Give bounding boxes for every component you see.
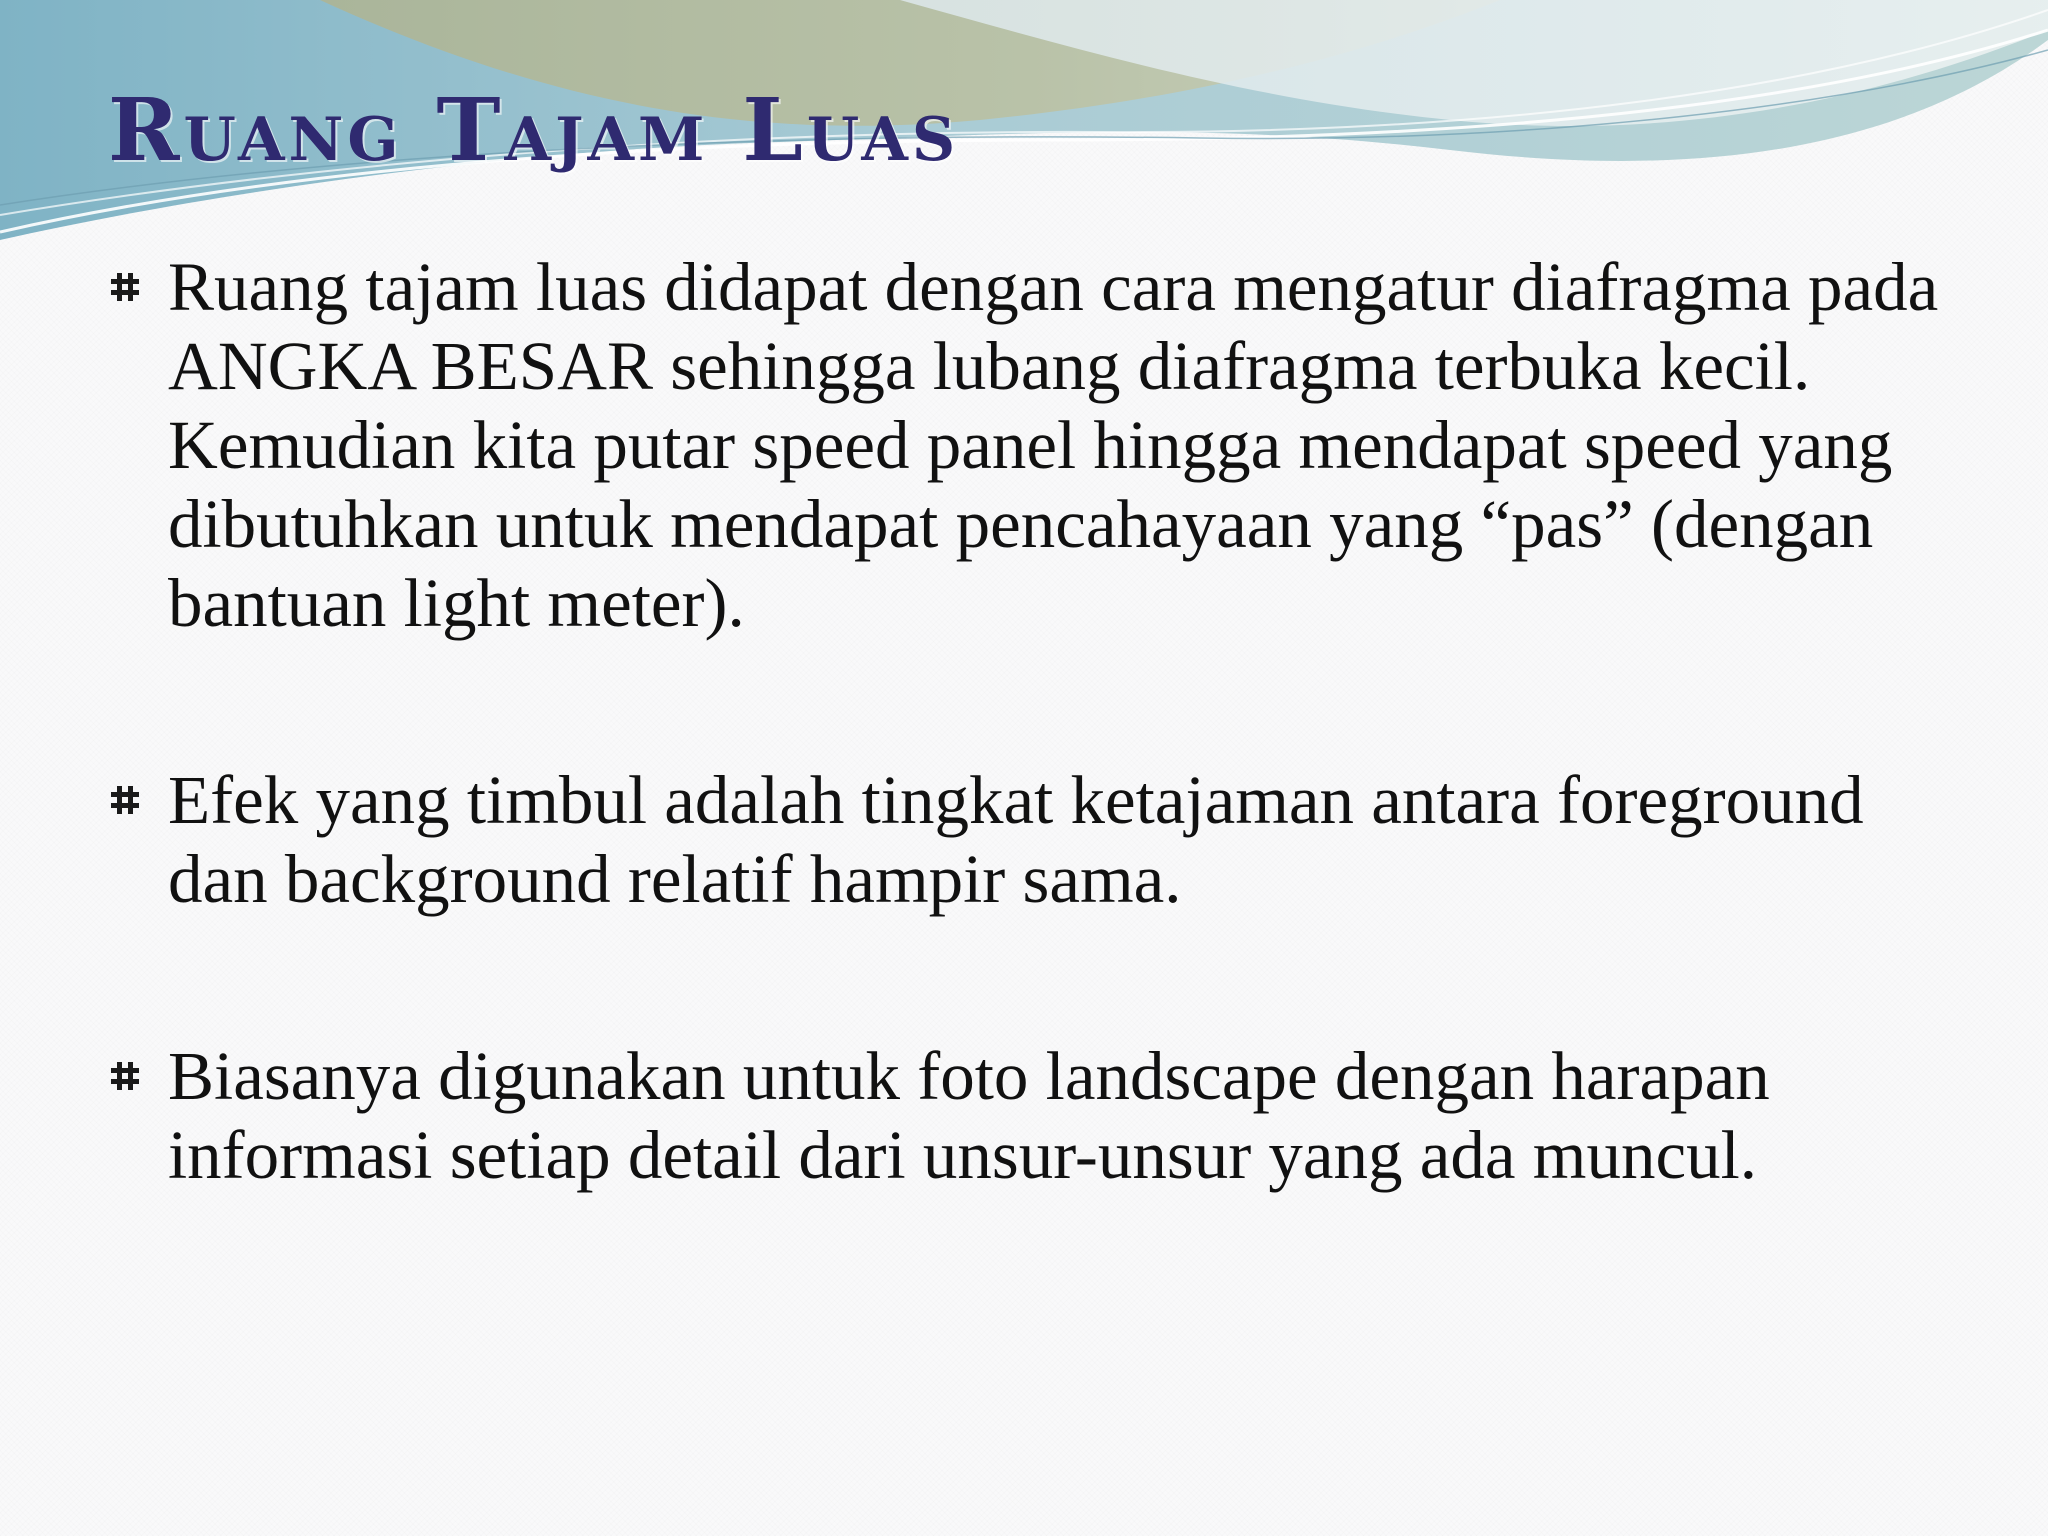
list-item [110, 1037, 1940, 1195]
bullet-text: Efek yang timbul adalah tingkat ketajaman antara foreground dan background relatif hampir sama. [168, 762, 1864, 917]
hash-bullet-icon [110, 1061, 140, 1091]
slide-title: Ruang Tajam Luas [108, 80, 960, 181]
list-item [110, 761, 1940, 919]
bullet-text: Biasanya digunakan untuk foto landscape dengan harapan informasi setiap detail dari unsur-unsur yang ada muncul. [168, 1038, 1770, 1193]
bullet-list [110, 248, 1940, 1195]
hash-bullet-icon [110, 272, 140, 302]
list-item [110, 248, 1940, 643]
bullet-text: Ruang tajam luas didapat dengan cara mengatur diafragma pada ANGKA BESAR sehingga lubang diafragma terbuka kecil. Kemudian kita putar speed panel hingga mendapat speed yang dibutuhkan untuk mendapat pencahayaan yang “pas” (dengan bantuan light meter). [168, 249, 1939, 641]
hash-bullet-icon [110, 785, 140, 815]
